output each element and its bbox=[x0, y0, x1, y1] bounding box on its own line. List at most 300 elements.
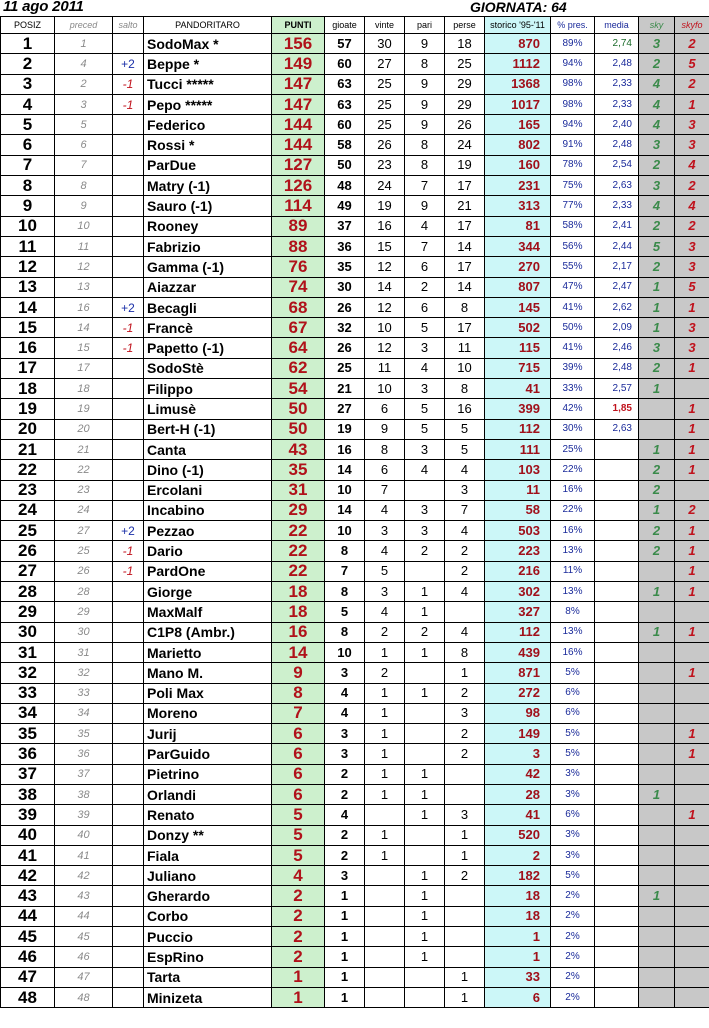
name-cell: Orlandi bbox=[144, 784, 272, 804]
media-cell bbox=[595, 561, 639, 581]
name-cell: Giorge bbox=[144, 582, 272, 602]
storico-cell: 103 bbox=[485, 460, 551, 480]
name-cell: Poli Max bbox=[144, 683, 272, 703]
preced-cell: 30 bbox=[55, 622, 113, 642]
vinte-cell: 30 bbox=[365, 34, 405, 54]
skyfo-cell: 1 bbox=[675, 805, 709, 825]
position-cell: 6 bbox=[1, 135, 55, 155]
media-cell: 2,47 bbox=[595, 277, 639, 297]
preced-cell: 26 bbox=[55, 561, 113, 581]
media-cell: 2,33 bbox=[595, 74, 639, 94]
table-row bbox=[1, 906, 709, 926]
table-row bbox=[1, 358, 709, 378]
vinte-cell: 27 bbox=[365, 54, 405, 74]
name-cell: Incabino bbox=[144, 500, 272, 520]
sky-cell bbox=[639, 602, 675, 622]
name-cell: Bert-H (-1) bbox=[144, 419, 272, 439]
position-cell: 31 bbox=[1, 642, 55, 662]
skyfo-cell: 2 bbox=[675, 34, 709, 54]
gioate-cell: 2 bbox=[325, 784, 365, 804]
preced-cell: 29 bbox=[55, 602, 113, 622]
media-cell: 2,74 bbox=[595, 34, 639, 54]
perse-cell: 8 bbox=[445, 642, 485, 662]
vinte-cell: 1 bbox=[365, 683, 405, 703]
table-row bbox=[1, 784, 709, 804]
media-cell bbox=[595, 825, 639, 845]
col-header-sky: sky bbox=[639, 17, 675, 34]
standings-body bbox=[1, 34, 709, 1008]
vinte-cell: 25 bbox=[365, 94, 405, 114]
punti-cell: 2 bbox=[272, 906, 325, 926]
gioate-cell: 30 bbox=[325, 277, 365, 297]
giornata-label: GIORNATA: 64 bbox=[470, 0, 567, 15]
punti-cell: 6 bbox=[272, 744, 325, 764]
sky-cell: 1 bbox=[639, 379, 675, 399]
pres-cell: 2% bbox=[551, 967, 595, 987]
vinte-cell: 4 bbox=[365, 602, 405, 622]
storico-cell: 160 bbox=[485, 155, 551, 175]
media-cell bbox=[595, 622, 639, 642]
gioate-cell: 2 bbox=[325, 845, 365, 865]
punti-cell: 18 bbox=[272, 602, 325, 622]
position-cell: 32 bbox=[1, 663, 55, 683]
skyfo-cell bbox=[675, 764, 709, 784]
preced-cell: 33 bbox=[55, 683, 113, 703]
pres-cell: 47% bbox=[551, 277, 595, 297]
gioate-cell: 63 bbox=[325, 94, 365, 114]
salto-cell bbox=[113, 724, 144, 744]
media-cell bbox=[595, 683, 639, 703]
skyfo-cell: 1 bbox=[675, 724, 709, 744]
pari-cell: 1 bbox=[405, 886, 445, 906]
pres-cell: 3% bbox=[551, 845, 595, 865]
pres-cell: 2% bbox=[551, 947, 595, 967]
table-row bbox=[1, 602, 709, 622]
preced-cell: 43 bbox=[55, 886, 113, 906]
storico-cell: 1 bbox=[485, 927, 551, 947]
name-cell: Tucci ***** bbox=[144, 74, 272, 94]
pres-cell: 94% bbox=[551, 54, 595, 74]
media-cell bbox=[595, 947, 639, 967]
pres-cell: 56% bbox=[551, 236, 595, 256]
pres-cell: 75% bbox=[551, 176, 595, 196]
table-row bbox=[1, 521, 709, 541]
preced-cell: 20 bbox=[55, 419, 113, 439]
position-cell: 18 bbox=[1, 379, 55, 399]
table-row bbox=[1, 642, 709, 662]
perse-cell: 26 bbox=[445, 115, 485, 135]
name-cell: Pepo ***** bbox=[144, 94, 272, 114]
position-cell: 24 bbox=[1, 500, 55, 520]
pari-cell: 2 bbox=[405, 277, 445, 297]
pari-cell: 5 bbox=[405, 399, 445, 419]
table-row bbox=[1, 500, 709, 520]
storico-cell: 327 bbox=[485, 602, 551, 622]
vinte-cell: 26 bbox=[365, 135, 405, 155]
gioate-cell: 25 bbox=[325, 358, 365, 378]
gioate-cell: 48 bbox=[325, 176, 365, 196]
name-cell: Corbo bbox=[144, 906, 272, 926]
sky-cell: 2 bbox=[639, 541, 675, 561]
media-cell bbox=[595, 845, 639, 865]
name-cell: Pezzao bbox=[144, 521, 272, 541]
position-cell: 47 bbox=[1, 967, 55, 987]
sky-cell bbox=[639, 825, 675, 845]
pres-cell: 33% bbox=[551, 379, 595, 399]
punti-cell: 147 bbox=[272, 74, 325, 94]
media-cell bbox=[595, 866, 639, 886]
table-row bbox=[1, 724, 709, 744]
preced-cell: 17 bbox=[55, 358, 113, 378]
salto-cell bbox=[113, 683, 144, 703]
pari-cell: 1 bbox=[405, 805, 445, 825]
position-cell: 33 bbox=[1, 683, 55, 703]
pres-cell: 13% bbox=[551, 541, 595, 561]
pari-cell: 6 bbox=[405, 257, 445, 277]
perse-cell: 17 bbox=[445, 176, 485, 196]
vinte-cell: 10 bbox=[365, 379, 405, 399]
sky-cell bbox=[639, 419, 675, 439]
perse-cell: 1 bbox=[445, 825, 485, 845]
gioate-cell: 1 bbox=[325, 927, 365, 947]
sky-cell: 4 bbox=[639, 115, 675, 135]
punti-cell: 89 bbox=[272, 216, 325, 236]
gioate-cell: 36 bbox=[325, 236, 365, 256]
perse-cell: 5 bbox=[445, 419, 485, 439]
punti-cell: 2 bbox=[272, 927, 325, 947]
preced-cell: 22 bbox=[55, 460, 113, 480]
media-cell bbox=[595, 724, 639, 744]
pres-cell: 55% bbox=[551, 257, 595, 277]
gioate-cell: 27 bbox=[325, 399, 365, 419]
col-header-preced: preced bbox=[55, 17, 113, 34]
skyfo-cell: 4 bbox=[675, 196, 709, 216]
salto-cell bbox=[113, 622, 144, 642]
pres-cell: 16% bbox=[551, 480, 595, 500]
sky-cell: 4 bbox=[639, 94, 675, 114]
vinte-cell: 2 bbox=[365, 622, 405, 642]
skyfo-cell: 3 bbox=[675, 257, 709, 277]
position-cell: 35 bbox=[1, 724, 55, 744]
skyfo-cell bbox=[675, 947, 709, 967]
punti-cell: 18 bbox=[272, 582, 325, 602]
position-cell: 26 bbox=[1, 541, 55, 561]
gioate-cell: 19 bbox=[325, 419, 365, 439]
position-cell: 40 bbox=[1, 825, 55, 845]
pari-cell: 1 bbox=[405, 602, 445, 622]
storico-cell: 231 bbox=[485, 176, 551, 196]
vinte-cell: 2 bbox=[365, 663, 405, 683]
position-cell: 37 bbox=[1, 764, 55, 784]
perse-cell bbox=[445, 906, 485, 926]
pres-cell: 6% bbox=[551, 703, 595, 723]
sky-cell: 1 bbox=[639, 622, 675, 642]
perse-cell bbox=[445, 602, 485, 622]
storico-cell: 41 bbox=[485, 379, 551, 399]
position-cell: 7 bbox=[1, 155, 55, 175]
salto-cell: -1 bbox=[113, 318, 144, 338]
pres-cell: 6% bbox=[551, 683, 595, 703]
sky-cell bbox=[639, 663, 675, 683]
pres-cell: 89% bbox=[551, 34, 595, 54]
pari-cell: 1 bbox=[405, 906, 445, 926]
media-cell bbox=[595, 460, 639, 480]
perse-cell: 3 bbox=[445, 480, 485, 500]
pari-cell bbox=[405, 845, 445, 865]
pres-cell: 13% bbox=[551, 622, 595, 642]
pari-cell: 3 bbox=[405, 439, 445, 459]
gioate-cell: 4 bbox=[325, 703, 365, 723]
preced-cell: 3 bbox=[55, 94, 113, 114]
punti-cell: 126 bbox=[272, 176, 325, 196]
table-row bbox=[1, 866, 709, 886]
pres-cell: 2% bbox=[551, 987, 595, 1007]
storico-cell: 11 bbox=[485, 480, 551, 500]
col-header-punti: PUNTI bbox=[272, 17, 325, 34]
media-cell: 2,46 bbox=[595, 338, 639, 358]
pari-cell: 1 bbox=[405, 683, 445, 703]
position-cell: 44 bbox=[1, 906, 55, 926]
salto-cell bbox=[113, 480, 144, 500]
salto-cell bbox=[113, 460, 144, 480]
sky-cell: 2 bbox=[639, 480, 675, 500]
vinte-cell: 5 bbox=[365, 561, 405, 581]
storico-cell: 58 bbox=[485, 500, 551, 520]
name-cell: EspRino bbox=[144, 947, 272, 967]
vinte-cell: 6 bbox=[365, 460, 405, 480]
storico-cell: 1112 bbox=[485, 54, 551, 74]
sky-cell: 1 bbox=[639, 582, 675, 602]
preced-cell: 6 bbox=[55, 135, 113, 155]
position-cell: 48 bbox=[1, 987, 55, 1007]
position-cell: 22 bbox=[1, 460, 55, 480]
table-row bbox=[1, 744, 709, 764]
sky-cell: 2 bbox=[639, 155, 675, 175]
vinte-cell: 24 bbox=[365, 176, 405, 196]
vinte-cell: 1 bbox=[365, 764, 405, 784]
storico-cell: 439 bbox=[485, 642, 551, 662]
storico-cell: 313 bbox=[485, 196, 551, 216]
col-header-posiz: POSIZ bbox=[1, 17, 55, 34]
punti-cell: 8 bbox=[272, 683, 325, 703]
skyfo-cell bbox=[675, 602, 709, 622]
vinte-cell bbox=[365, 886, 405, 906]
perse-cell: 2 bbox=[445, 683, 485, 703]
vinte-cell: 4 bbox=[365, 500, 405, 520]
table-row bbox=[1, 257, 709, 277]
pari-cell: 1 bbox=[405, 927, 445, 947]
storico-cell: 272 bbox=[485, 683, 551, 703]
skyfo-cell: 1 bbox=[675, 419, 709, 439]
perse-cell: 3 bbox=[445, 805, 485, 825]
position-cell: 9 bbox=[1, 196, 55, 216]
table-row bbox=[1, 927, 709, 947]
position-cell: 3 bbox=[1, 74, 55, 94]
pari-cell: 7 bbox=[405, 176, 445, 196]
skyfo-cell: 1 bbox=[675, 439, 709, 459]
pari-cell: 8 bbox=[405, 54, 445, 74]
preced-cell: 46 bbox=[55, 947, 113, 967]
punti-cell: 29 bbox=[272, 500, 325, 520]
preced-cell: 39 bbox=[55, 805, 113, 825]
storico-cell: 3 bbox=[485, 744, 551, 764]
preced-cell: 23 bbox=[55, 480, 113, 500]
storico-cell: 715 bbox=[485, 358, 551, 378]
media-cell bbox=[595, 906, 639, 926]
storico-cell: 18 bbox=[485, 886, 551, 906]
vinte-cell bbox=[365, 906, 405, 926]
name-cell: Papetto (-1) bbox=[144, 338, 272, 358]
salto-cell: +2 bbox=[113, 521, 144, 541]
sky-cell: 1 bbox=[639, 886, 675, 906]
name-cell: Minizeta bbox=[144, 987, 272, 1007]
position-cell: 41 bbox=[1, 845, 55, 865]
position-cell: 15 bbox=[1, 318, 55, 338]
storico-cell: 270 bbox=[485, 257, 551, 277]
perse-cell: 2 bbox=[445, 744, 485, 764]
pres-cell: 3% bbox=[551, 784, 595, 804]
table-row bbox=[1, 155, 709, 175]
perse-cell: 24 bbox=[445, 135, 485, 155]
storico-cell: 149 bbox=[485, 724, 551, 744]
sky-cell: 2 bbox=[639, 257, 675, 277]
perse-cell: 19 bbox=[445, 155, 485, 175]
name-cell: Canta bbox=[144, 439, 272, 459]
vinte-cell: 1 bbox=[365, 724, 405, 744]
punti-cell: 6 bbox=[272, 764, 325, 784]
salto-cell bbox=[113, 176, 144, 196]
preced-cell: 21 bbox=[55, 439, 113, 459]
position-cell: 42 bbox=[1, 866, 55, 886]
salto-cell bbox=[113, 602, 144, 622]
media-cell bbox=[595, 805, 639, 825]
table-row bbox=[1, 297, 709, 317]
table-row bbox=[1, 663, 709, 683]
col-header-salto: salto bbox=[113, 17, 144, 34]
name-cell: Juliano bbox=[144, 866, 272, 886]
salto-cell bbox=[113, 886, 144, 906]
preced-cell: 32 bbox=[55, 663, 113, 683]
table-row bbox=[1, 74, 709, 94]
name-cell: Jurij bbox=[144, 724, 272, 744]
skyfo-cell bbox=[675, 906, 709, 926]
punti-cell: 127 bbox=[272, 155, 325, 175]
gioate-cell: 1 bbox=[325, 987, 365, 1007]
position-cell: 5 bbox=[1, 115, 55, 135]
skyfo-cell: 5 bbox=[675, 54, 709, 74]
punti-cell: 147 bbox=[272, 94, 325, 114]
position-cell: 12 bbox=[1, 257, 55, 277]
preced-cell: 31 bbox=[55, 642, 113, 662]
skyfo-cell: 2 bbox=[675, 500, 709, 520]
pari-cell: 6 bbox=[405, 297, 445, 317]
sky-cell bbox=[639, 744, 675, 764]
pres-cell: 2% bbox=[551, 886, 595, 906]
vinte-cell: 3 bbox=[365, 582, 405, 602]
salto-cell: -1 bbox=[113, 94, 144, 114]
gioate-cell: 1 bbox=[325, 967, 365, 987]
media-cell bbox=[595, 886, 639, 906]
pres-cell: 41% bbox=[551, 338, 595, 358]
pres-cell: 91% bbox=[551, 135, 595, 155]
preced-cell: 16 bbox=[55, 297, 113, 317]
position-cell: 28 bbox=[1, 582, 55, 602]
perse-cell: 18 bbox=[445, 34, 485, 54]
position-cell: 36 bbox=[1, 744, 55, 764]
sky-cell: 5 bbox=[639, 236, 675, 256]
skyfo-cell: 1 bbox=[675, 94, 709, 114]
sky-cell: 1 bbox=[639, 277, 675, 297]
skyfo-cell bbox=[675, 866, 709, 886]
skyfo-cell: 1 bbox=[675, 744, 709, 764]
position-cell: 30 bbox=[1, 622, 55, 642]
gioate-cell: 60 bbox=[325, 115, 365, 135]
storico-cell: 870 bbox=[485, 34, 551, 54]
perse-cell: 14 bbox=[445, 277, 485, 297]
media-cell bbox=[595, 987, 639, 1007]
sky-cell bbox=[639, 845, 675, 865]
pari-cell: 4 bbox=[405, 358, 445, 378]
sky-cell: 3 bbox=[639, 176, 675, 196]
salto-cell bbox=[113, 500, 144, 520]
sky-cell bbox=[639, 805, 675, 825]
col-header-perse: perse bbox=[445, 17, 485, 34]
sky-cell bbox=[639, 764, 675, 784]
gioate-cell: 60 bbox=[325, 54, 365, 74]
position-cell: 43 bbox=[1, 886, 55, 906]
perse-cell bbox=[445, 927, 485, 947]
table-row bbox=[1, 845, 709, 865]
gioate-cell: 2 bbox=[325, 825, 365, 845]
sky-cell: 1 bbox=[639, 297, 675, 317]
sky-cell bbox=[639, 987, 675, 1007]
pari-cell: 9 bbox=[405, 115, 445, 135]
name-cell: Sauro (-1) bbox=[144, 196, 272, 216]
sky-cell: 1 bbox=[639, 439, 675, 459]
preced-cell: 28 bbox=[55, 582, 113, 602]
punti-cell: 64 bbox=[272, 338, 325, 358]
gioate-cell: 5 bbox=[325, 602, 365, 622]
name-cell: C1P8 (Ambr.) bbox=[144, 622, 272, 642]
vinte-cell bbox=[365, 987, 405, 1007]
media-cell bbox=[595, 927, 639, 947]
skyfo-cell: 1 bbox=[675, 561, 709, 581]
pres-cell: 98% bbox=[551, 74, 595, 94]
pres-cell: 13% bbox=[551, 582, 595, 602]
vinte-cell: 12 bbox=[365, 338, 405, 358]
punti-cell: 14 bbox=[272, 642, 325, 662]
name-cell: Tarta bbox=[144, 967, 272, 987]
perse-cell: 25 bbox=[445, 54, 485, 74]
sky-cell: 2 bbox=[639, 216, 675, 236]
position-cell: 46 bbox=[1, 947, 55, 967]
pari-cell: 1 bbox=[405, 947, 445, 967]
media-cell: 2,09 bbox=[595, 318, 639, 338]
name-cell: Ercolani bbox=[144, 480, 272, 500]
position-cell: 16 bbox=[1, 338, 55, 358]
preced-cell: 18 bbox=[55, 379, 113, 399]
media-cell bbox=[595, 703, 639, 723]
position-cell: 13 bbox=[1, 277, 55, 297]
vinte-cell: 1 bbox=[365, 642, 405, 662]
punti-cell: 6 bbox=[272, 724, 325, 744]
perse-cell: 14 bbox=[445, 236, 485, 256]
vinte-cell: 15 bbox=[365, 236, 405, 256]
gioate-cell: 35 bbox=[325, 257, 365, 277]
table-row bbox=[1, 216, 709, 236]
preced-cell: 24 bbox=[55, 500, 113, 520]
sky-cell: 2 bbox=[639, 460, 675, 480]
